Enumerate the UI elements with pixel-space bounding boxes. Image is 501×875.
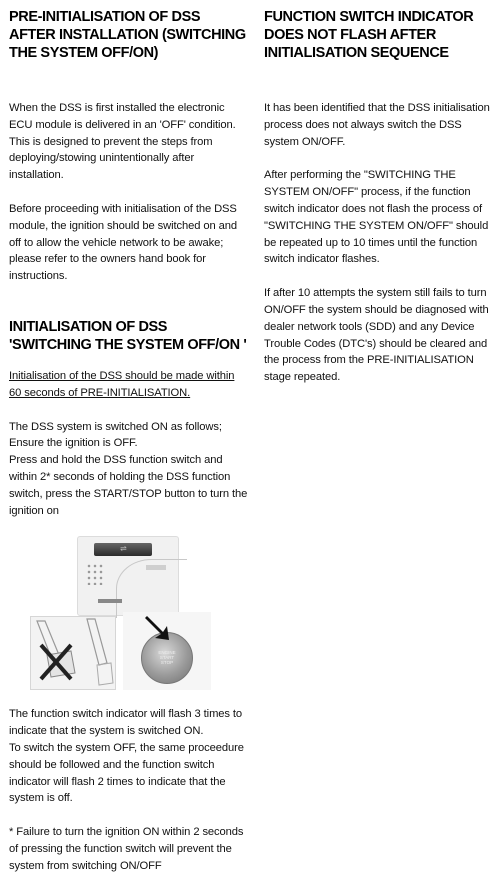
paragraph-ignition-instructions: Before proceeding with initialisation of the DSS module, the ignition should be switched on and off to allow the vehicle network to be awake; please refer to the owners hand book for instructions. [9, 202, 238, 283]
paragraph-switch-on-steps: The DSS system is switched ON as follows; Ensure the ignition is OFF. [9, 420, 222, 450]
start-stop-button-illustration [123, 612, 211, 690]
paragraph-flash-3-times: The function switch indicator will flash 3 times to indicate that the system is switched ON. [9, 708, 243, 738]
pointer-arrow-icon [145, 614, 173, 642]
right-column [264, 8, 496, 386]
paragraph-dealer-diagnosis: If after 10 attempts the system still fails to turn ON/OFF the system should be diagnosed with dealer network tools (SDD) and any Device Trouble Codes (DTC's) should be cleared and the process from the PRE-INITIALISATION stage repeated. [264, 287, 489, 384]
paragraph-initialisation-issue: It has been identified that the DSS initialisation process does not always switch the DSS system ON/OFF. [264, 102, 490, 148]
paragraph-press-and-hold: Press and hold the DSS function switch and within 2* seconds of holding the DSS function switch, press the START/STOP button to turn the ignition on [9, 454, 248, 517]
left-column [9, 8, 249, 875]
paragraph-ecu-off-condition: When the DSS is first installed the electronic ECU module is delivered in an 'OFF' condition. This is designed to prevent the steps from deploying/stowing unintentionally after installation. [9, 102, 236, 182]
paragraph-60-seconds-note: Initialisation of the DSS should be made within 60 seconds of PRE-INITIALISATION. [9, 369, 235, 399]
paragraph-failure-note: * Failure to turn the ignition ON within 2 seconds of pressing the function switch will prevent the system from switching ON/OFF [9, 826, 244, 872]
dashboard-illustration [77, 536, 179, 616]
paragraph-repeat-process: After performing the "SWITCHING THE SYSTEM ON/OFF" process, if the function switch indicator does not flash the process of "SWITCHING THE SYSTEM ON/OFF" should be repeated up to 10 times until the function switch indicator flashes. [264, 169, 489, 266]
start-stop-button-icon: ENGINE START STOP [141, 632, 193, 684]
heading-initialisation-line2: 'SWITCHING THE SYSTEM OFF/ON ' [9, 336, 247, 353]
heading-initialisation-line1: INITIALISATION OF DSS [9, 318, 168, 335]
illustration-group [9, 528, 249, 696]
brake-pedal-crossed-illustration [30, 616, 116, 690]
heading-pre-initialisation: PRE-INITIALISATION OF DSS AFTER INSTALLATION (SWITCHING THE SYSTEM OFF/ON) [9, 9, 246, 61]
paragraph-switch-off: To switch the system OFF, the same proceedure should be followed and the function switch indicator will flash 2 times to indicate that the system is off. [9, 741, 244, 805]
dss-function-switch-icon: ⇌ [94, 543, 152, 556]
heading-indicator-does-not-flash: FUNCTION SWITCH INDICATOR DOES NOT FLASH AFTER INITIALISATION SEQUENCE [264, 9, 474, 61]
